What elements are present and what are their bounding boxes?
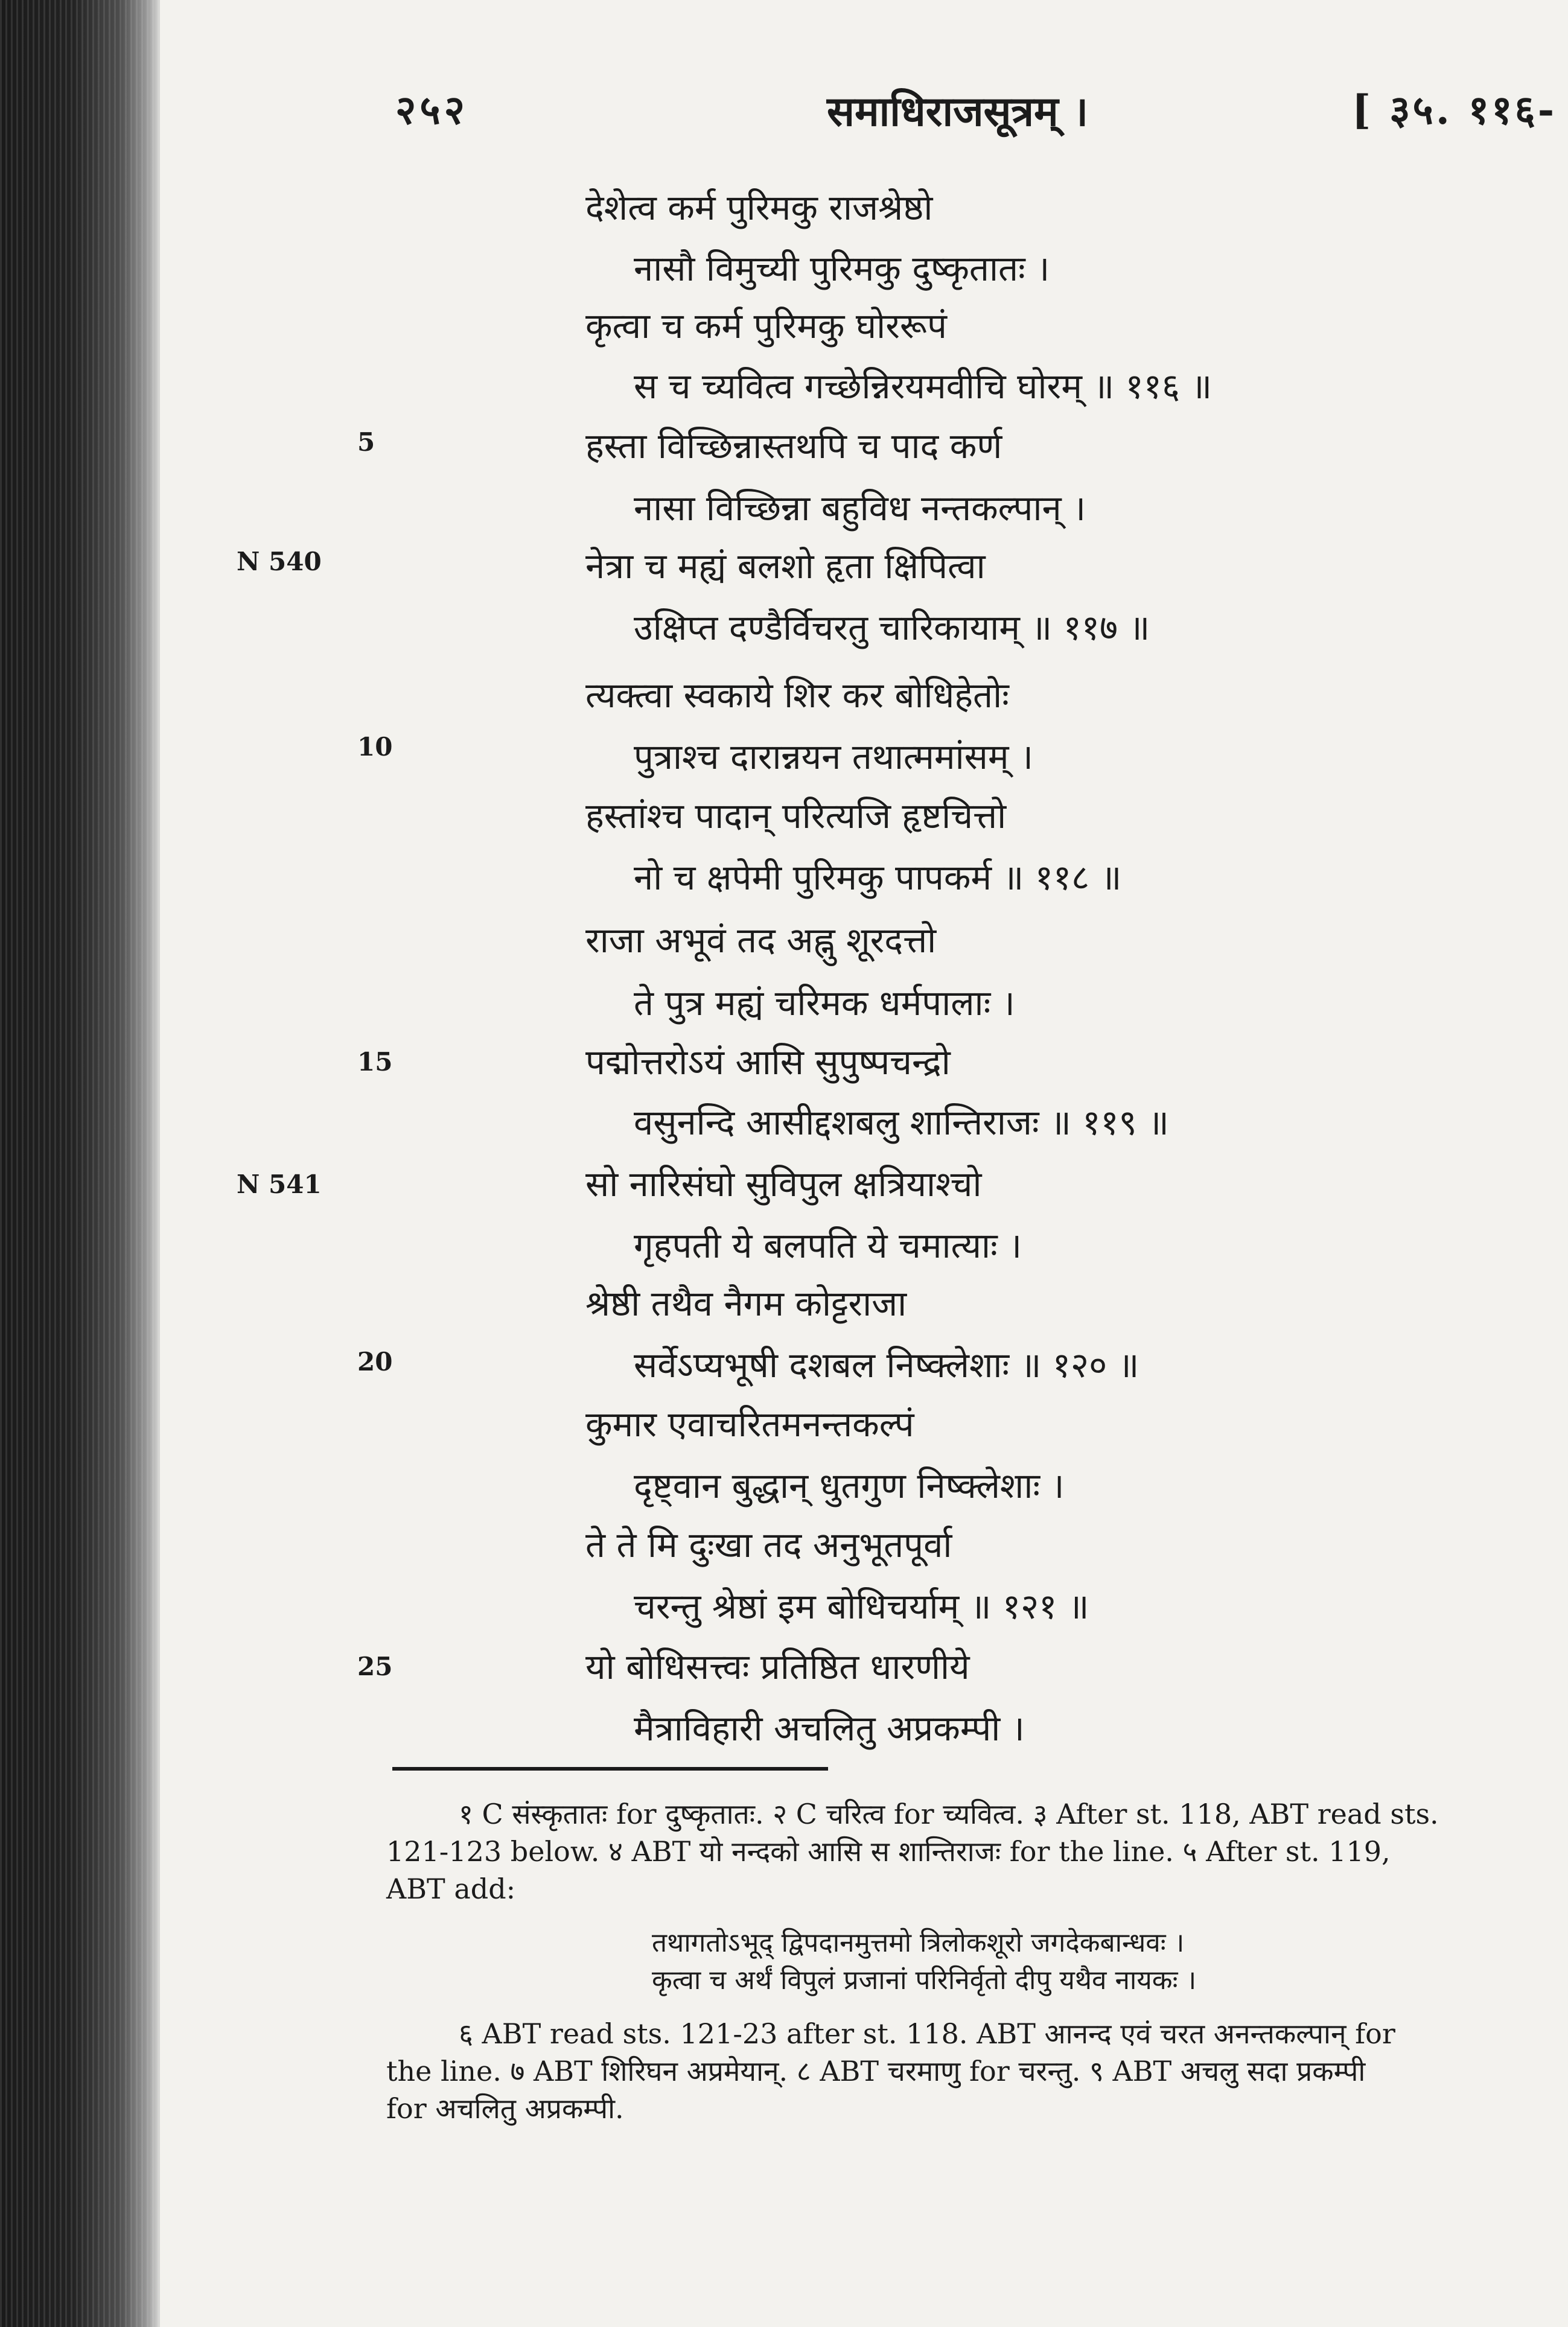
line-number: 5 xyxy=(357,427,375,457)
verse-line: यो बोधिसत्त्वः प्रतिष्ठित धारणीये xyxy=(585,1646,970,1687)
footnote-line: the line. ७ ABT शिरिघन अप्रमेयान्. ८ ABT चरमाणु for चरन्तु. ९ ABT अचलु सदा प्रकम्पी xyxy=(386,2055,1366,2087)
verse-line: नो च क्षपेमी पुरिमकु पापकर्म ॥ ११८ ॥ xyxy=(634,857,1122,898)
footnote-line: १ C संस्कृतातः for दुष्कृतातः. २ C चरित्व for च्यवित्व. ३ After st. 118, ABT read sts. xyxy=(459,1798,1439,1830)
verse-line: कृत्वा च कर्म पुरिमकु घोररूपं xyxy=(585,305,947,346)
footnote-line: 121-123 below. ४ ABT यो नन्दको आसि स शान्तिराजः for the line. ५ After st. 119, xyxy=(386,1835,1391,1868)
line-number: 15 xyxy=(357,1047,393,1077)
section-reference: [ ३५. ११६- xyxy=(1352,86,1557,133)
verse-line: सर्वेऽप्यभूषी दशबल निष्क्लेशाः ॥ १२० ॥ xyxy=(634,1345,1139,1386)
verse-line: त्यक्त्वा स्वकाये शिर कर बोधिहेतोः xyxy=(585,675,1009,716)
verse-line: नासा विच्छिन्ना बहुविध नन्तकल्पान् । xyxy=(634,488,1086,529)
verse-line: नासौ विमुच्यी पुरिमकु दुष्कृतातः । xyxy=(634,248,1050,289)
footnotes xyxy=(386,1795,1521,2127)
verse-line: वसुनन्दि आसीद्दशबलु शान्तिराजः ॥ ११९ ॥ xyxy=(634,1102,1169,1143)
verse-line: हस्ता विच्छिन्नास्तथपि च पाद कर्ण xyxy=(585,425,1002,466)
verse-line: राजा अभूवं तद अह्नु शूरदत्तो xyxy=(585,920,937,961)
verse-line: मैत्राविहारी अचलितु अप्रकम्पी । xyxy=(634,1708,1025,1749)
verse-line: देशेत्व कर्म पुरिमकु राजश्रेष्ठो xyxy=(585,187,933,228)
verse-line: श्रेष्ठी तथैव नैगम कोट्टराजा xyxy=(585,1283,907,1324)
footnote-quoted-verse xyxy=(652,1924,1521,1999)
manuscript-reference: N 541 xyxy=(237,1170,322,1199)
running-title: समाधिराजसूत्रम् । xyxy=(827,88,1089,136)
verse-line: ते ते मि दुःखा तद अनुभूतपूर्वा xyxy=(585,1524,952,1565)
line-number: 25 xyxy=(357,1652,393,1681)
verse-line: चरन्तु श्रेष्ठां इम बोधिचर्याम् ॥ १२१ ॥ xyxy=(634,1586,1089,1627)
footnote-line: ६ ABT read sts. 121-23 after st. 118. ABT आनन्द एवं चरत अनन्तकल्पान् for xyxy=(459,2017,1395,2050)
verse-line: ते पुत्र मह्यं चरिमक धर्मपालाः । xyxy=(634,982,1015,1023)
quoted-verse-line: तथागतोऽभूद् द्विपदानमुत्तमो त्रिलोकशूरो जगदेकबान्धवः । xyxy=(652,1927,1185,1958)
verse-line: पुत्राश्च दारान्नयन तथात्ममांसम् । xyxy=(634,736,1033,777)
line-number: 10 xyxy=(357,732,393,762)
verse-line: पद्मोत्तरोऽयं आसि सुपुष्पचन्द्रो xyxy=(585,1042,951,1083)
page-number: २५२ xyxy=(395,86,468,133)
verse-line: दृष्ट्वान बुद्धान् धुतगुण निष्क्लेशाः । xyxy=(634,1465,1065,1506)
footnote-line: for अचलितु अप्रकम्पी. xyxy=(386,2092,624,2125)
verse-line: उक्षिप्त दण्डैर्विचरतु चारिकायाम् ॥ ११७ ॥ xyxy=(634,607,1150,648)
footnote-line: ABT add: xyxy=(386,1873,516,1905)
verse-line: सो नारिसंघो सुविपुल क्षत्रियाश्चो xyxy=(585,1164,982,1205)
verse-line: कुमार एवाचरितमनन्तकल्पं xyxy=(585,1404,914,1445)
manuscript-reference: N 540 xyxy=(237,547,322,576)
verse-line: गृहपती ये बलपति ये चमात्याः । xyxy=(634,1225,1022,1266)
page-header xyxy=(0,81,1568,154)
footnote-rule xyxy=(392,1767,828,1771)
line-number: 20 xyxy=(357,1347,393,1377)
verse-line: नेत्रा च मह्यं बलशो हृता क्षिपित्वा xyxy=(585,546,986,587)
quoted-verse-line: कृत्वा च अर्थं विपुलं प्रजानां परिनिर्वृतो दीपु यथैव नायकः । xyxy=(652,1965,1197,1996)
verse-line: हस्तांश्च पादान् परित्यजि हृष्टचित्तो xyxy=(585,795,1007,836)
verse-line: स च च्यवित्व गच्छेन्निरयमवीचि घोरम् ॥ ११६ ॥ xyxy=(634,366,1213,407)
